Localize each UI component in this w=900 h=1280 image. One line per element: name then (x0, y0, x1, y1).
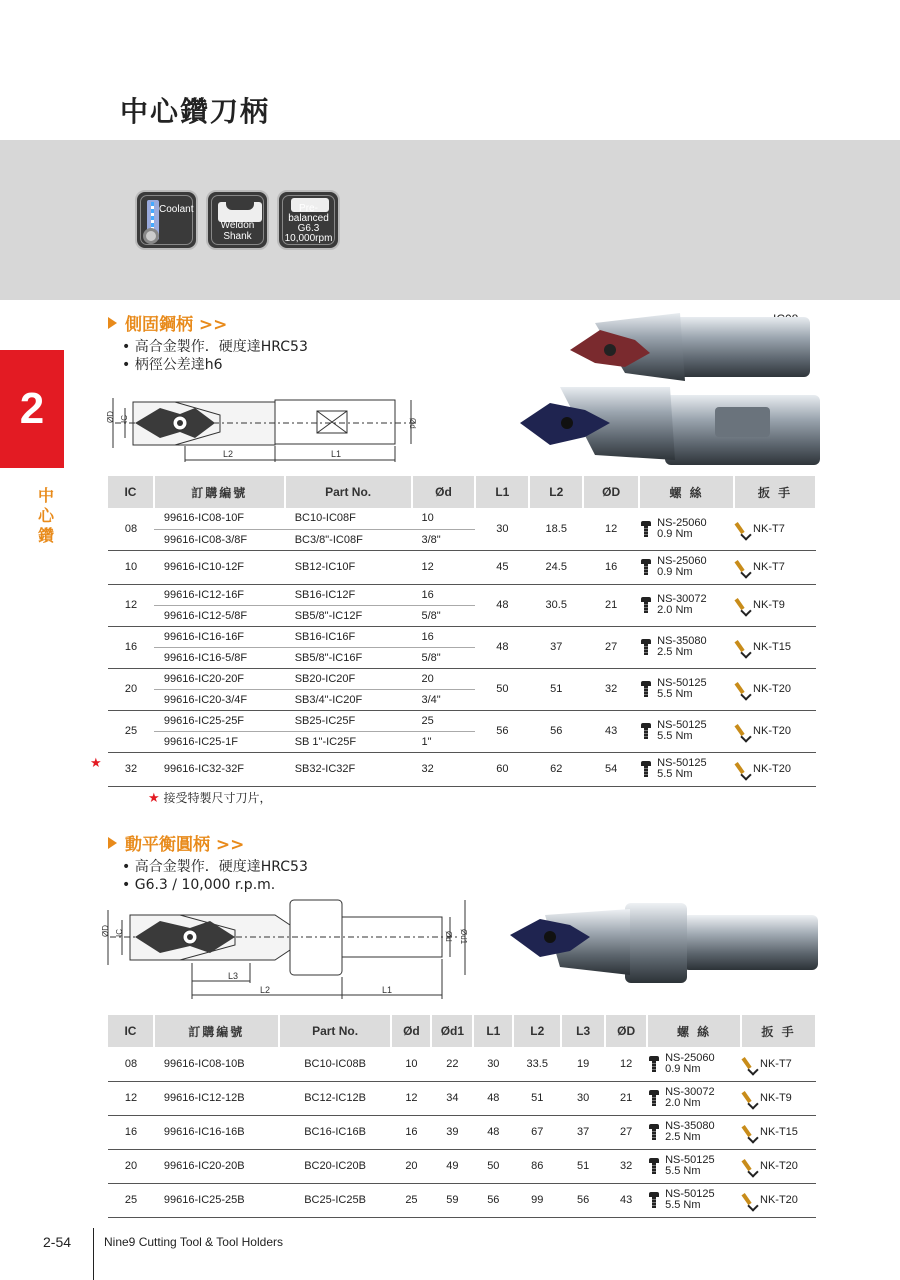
ic-cell: 20 (108, 668, 154, 710)
l2-cell: 18.5 (529, 508, 583, 550)
part-cell: SB5/8"-IC12F (285, 605, 412, 626)
d-cell: 12 (412, 550, 476, 584)
screw-icon (649, 1192, 659, 1208)
wrench-cell: NK-T7 (734, 550, 816, 584)
col-l2: L2 (529, 476, 583, 508)
part-cell: SB12-IC10F (285, 550, 412, 584)
part-cell: BC10-IC08B (279, 1047, 392, 1081)
od-cell: 12 (583, 508, 639, 550)
section1-heading: 側固鋼柄 >> (108, 310, 227, 335)
table-row (108, 1115, 816, 1149)
wrench-icon (736, 681, 750, 697)
wrench-cell: NK-T15 (734, 626, 816, 668)
l2-cell: 86 (513, 1149, 561, 1183)
col-wrench: 扳 手 (741, 1015, 816, 1047)
l1-cell: 30 (473, 1047, 513, 1081)
section2-heading: 動平衡圓柄 >> (108, 830, 244, 855)
table-row (108, 1149, 816, 1183)
l2-cell: 33.5 (513, 1047, 561, 1081)
l2-cell: 24.5 (529, 550, 583, 584)
screw-cell: NS-50125 5.5 Nm (647, 1183, 741, 1217)
wrench-cell: NK-T20 (741, 1183, 816, 1217)
l2-cell: 51 (513, 1081, 561, 1115)
wrench-icon (736, 723, 750, 739)
table-row (108, 550, 816, 584)
table-row (108, 584, 816, 605)
ic-cell: 25 (108, 710, 154, 752)
table-row (108, 668, 816, 689)
screw-cell: NS-25060 0.9 Nm (639, 508, 734, 550)
l2-cell: 51 (529, 668, 583, 710)
order-cell: 99616-IC25-25B (154, 1183, 279, 1217)
d-cell: 10 (391, 1047, 431, 1081)
od-cell: 21 (605, 1081, 647, 1115)
od-cell: 54 (583, 752, 639, 786)
section1-table (90, 476, 817, 787)
table-row (108, 1183, 816, 1217)
part-cell: BC25-IC25B (279, 1183, 392, 1217)
col-order: 訂購編號 (154, 1015, 279, 1047)
l2-cell: 56 (529, 710, 583, 752)
footer-divider (93, 1228, 94, 1280)
chapter-text: 中心鑽 (37, 486, 54, 545)
ic-cell: 12 (108, 1081, 154, 1115)
ic-cell: 12 (108, 584, 154, 626)
od-cell: 16 (583, 550, 639, 584)
ic-cell: 16 (108, 1115, 154, 1149)
diagram-od-label: ØD (106, 411, 115, 423)
wrench-icon (743, 1124, 757, 1140)
col-l3: L3 (561, 1015, 605, 1047)
wrench-cell: NK-T15 (741, 1115, 816, 1149)
screw-cell: NS-25060 0.9 Nm (639, 550, 734, 584)
screw-icon (649, 1090, 659, 1106)
screw-cell: NS-50125 5.5 Nm (639, 668, 734, 710)
part-cell: SB16-IC16F (285, 626, 412, 647)
order-cell: 99616-IC20-20F (154, 668, 285, 689)
footnote: ★ 接受特製尺寸刀片， (148, 791, 272, 806)
l3-cell: 30 (561, 1081, 605, 1115)
prebal-label: Pre-balanced G6.3 10,000rpm (284, 203, 333, 244)
part-cell: SB20-IC20F (285, 668, 412, 689)
l3-cell: 56 (561, 1183, 605, 1217)
section2-dimension-diagram (100, 895, 480, 1000)
od-cell: 27 (583, 626, 639, 668)
star-icon: ★ (90, 754, 102, 770)
l3-cell: 51 (561, 1149, 605, 1183)
screw-icon (641, 597, 651, 613)
d-cell: 3/8" (412, 529, 476, 550)
d1-cell: 39 (431, 1115, 473, 1149)
screw-icon (641, 521, 651, 537)
d1-cell: 59 (431, 1183, 473, 1217)
part-cell: SB5/8"-IC16F (285, 647, 412, 668)
table-row (108, 710, 816, 731)
diagram-od-label: ØD (101, 925, 110, 937)
arrow-icon (108, 837, 117, 849)
screw-cell: NS-35080 2.5 Nm (647, 1115, 741, 1149)
wrench-cell: NK-T20 (734, 668, 816, 710)
od-cell: 21 (583, 584, 639, 626)
part-cell: SB25-IC25F (285, 710, 412, 731)
table-header-row (108, 476, 816, 508)
order-cell: 99616-IC12-5/8F (154, 605, 285, 626)
d1-cell: 34 (431, 1081, 473, 1115)
part-cell: SB32-IC32F (285, 752, 412, 786)
wrench-cell: NK-T20 (734, 710, 816, 752)
table-row (108, 752, 816, 786)
l2-cell: 30.5 (529, 584, 583, 626)
diagram-d-label: Ød (408, 418, 417, 429)
order-cell: 99616-IC16-16F (154, 626, 285, 647)
wrench-icon (736, 761, 750, 777)
l2-cell: 37 (529, 626, 583, 668)
col-ic: IC (108, 1015, 154, 1047)
ic-cell: 20 (108, 1149, 154, 1183)
part-cell: BC20-IC20B (279, 1149, 392, 1183)
screw-icon (641, 761, 651, 777)
od-cell: 32 (605, 1149, 647, 1183)
col-od: ØD (605, 1015, 647, 1047)
table-header-row (108, 1015, 816, 1047)
l3-cell: 37 (561, 1115, 605, 1149)
col-part: Part No. (285, 476, 412, 508)
od-cell: 43 (583, 710, 639, 752)
wrench-icon (736, 521, 750, 537)
section1-bullets: • 高合金製作．硬度達HRC53 • 柄徑公差達h6 (122, 338, 308, 374)
od-cell: 43 (605, 1183, 647, 1217)
chapter-tab: 2 (0, 350, 64, 468)
d-cell: 20 (391, 1149, 431, 1183)
ic-cell: 25 (108, 1183, 154, 1217)
screw-cell: NS-30072 2.0 Nm (639, 584, 734, 626)
wrench-icon (736, 559, 750, 575)
wrench-icon (743, 1056, 757, 1072)
wrench-icon (743, 1192, 757, 1208)
wrench-cell: NK-T9 (741, 1081, 816, 1115)
l1-cell: 48 (473, 1115, 513, 1149)
col-l1: L1 (473, 1015, 513, 1047)
page-number: 2-54 (43, 1234, 72, 1250)
col-d: Ød (391, 1015, 431, 1047)
coolant-label: Coolant (159, 204, 194, 215)
wrench-icon (743, 1158, 757, 1174)
d-cell: 5/8" (412, 605, 476, 626)
section2-bullets: • 高合金製作．硬度達HRC53 • G6.3 / 10,000 r.p.m. (122, 858, 308, 894)
order-cell: 99616-IC32-32F (154, 752, 285, 786)
order-cell: 99616-IC10-12F (154, 550, 285, 584)
l1-cell: 50 (475, 668, 529, 710)
part-cell: BC16-IC16B (279, 1115, 392, 1149)
wrench-icon (736, 597, 750, 613)
l2-cell: 67 (513, 1115, 561, 1149)
d-cell: 25 (412, 710, 476, 731)
d-cell: 25 (391, 1183, 431, 1217)
l1-cell: 56 (475, 710, 529, 752)
page-title: 中心鑽刀柄 (120, 95, 271, 128)
order-cell: 99616-IC25-25F (154, 710, 285, 731)
screw-icon (641, 681, 651, 697)
wrench-cell: NK-T9 (734, 584, 816, 626)
diagram-ic-label: IC (115, 929, 124, 937)
order-cell: 99616-IC12-16F (154, 584, 285, 605)
product-photo-round-shank (505, 895, 825, 990)
screw-icon (641, 723, 651, 739)
d-cell: 12 (391, 1081, 431, 1115)
footer-text: Nine9 Cutting Tool & Tool Holders (104, 1235, 283, 1249)
feature-icons (135, 190, 340, 250)
screw-cell: NS-30072 2.0 Nm (647, 1081, 741, 1115)
order-cell: 99616-IC08-10F (154, 508, 285, 529)
od-cell: 12 (605, 1047, 647, 1081)
part-cell: SB 1"-IC25F (285, 731, 412, 752)
arrow-icon (108, 317, 117, 329)
screw-cell: NS-50125 5.5 Nm (639, 752, 734, 786)
diagram-l1-label: L1 (382, 985, 393, 995)
d-cell: 1" (412, 731, 476, 752)
screw-icon (649, 1056, 659, 1072)
part-cell: BC12-IC12B (279, 1081, 392, 1115)
od-cell: 27 (605, 1115, 647, 1149)
section2-table (108, 1015, 817, 1218)
l1-cell: 50 (473, 1149, 513, 1183)
l1-cell: 30 (475, 508, 529, 550)
l1-cell: 45 (475, 550, 529, 584)
col-d1: Ød1 (431, 1015, 473, 1047)
screw-icon (649, 1124, 659, 1140)
screw-cell: NS-25060 0.9 Nm (647, 1047, 741, 1081)
ic-cell: ★ 32 (108, 752, 154, 786)
l1-cell: 48 (475, 626, 529, 668)
order-cell: 99616-IC25-1F (154, 731, 285, 752)
diagram-ic-label: IC (120, 415, 129, 423)
order-cell: 99616-IC12-12B (154, 1081, 279, 1115)
star-icon: ★ (148, 791, 160, 806)
product-photo-side-lock (515, 305, 825, 470)
col-od: ØD (583, 476, 639, 508)
d-cell: 16 (412, 584, 476, 605)
col-screw: 螺 絲 (639, 476, 734, 508)
screw-icon (641, 559, 651, 575)
diagram-l1-label: L1 (331, 449, 342, 459)
d1-cell: 49 (431, 1149, 473, 1183)
screw-cell: NS-50125 5.5 Nm (639, 710, 734, 752)
diagram-l2-label: L2 (260, 985, 271, 995)
part-cell: SB16-IC12F (285, 584, 412, 605)
screw-icon (641, 639, 651, 655)
d-cell: 16 (391, 1115, 431, 1149)
order-cell: 99616-IC20-3/4F (154, 689, 285, 710)
part-cell: SB3/4"-IC20F (285, 689, 412, 710)
order-cell: 99616-IC16-5/8F (154, 647, 285, 668)
d-cell: 10 (412, 508, 476, 529)
d-cell: 5/8" (412, 647, 476, 668)
order-cell: 99616-IC20-20B (154, 1149, 279, 1183)
weldon-shank-icon (206, 190, 269, 250)
screw-icon (649, 1158, 659, 1174)
d1-cell: 22 (431, 1047, 473, 1081)
wrench-cell: NK-T7 (741, 1047, 816, 1081)
coolant-icon (135, 190, 198, 250)
diagram-d-label: Ød (444, 931, 453, 942)
ic-cell: 08 (108, 1047, 154, 1081)
d-cell: 20 (412, 668, 476, 689)
order-cell: 99616-IC16-16B (154, 1115, 279, 1149)
table-row (108, 508, 816, 529)
pre-balanced-icon (277, 190, 340, 250)
d-cell: 3/4" (412, 689, 476, 710)
wrench-cell: NK-T20 (734, 752, 816, 786)
l1-cell: 48 (475, 584, 529, 626)
wrench-icon (736, 639, 750, 655)
d-cell: 16 (412, 626, 476, 647)
wrench-cell: NK-T7 (734, 508, 816, 550)
col-ic: IC (108, 476, 154, 508)
col-d: Ød (412, 476, 476, 508)
diagram-l3-label: L3 (228, 971, 239, 981)
section1-dimension-diagram (105, 380, 425, 462)
l1-cell: 48 (473, 1081, 513, 1115)
od-cell: 32 (583, 668, 639, 710)
table-row (108, 1047, 816, 1081)
part-cell: BC10-IC08F (285, 508, 412, 529)
weldon-label: Weldon Shank (220, 220, 255, 242)
col-l2: L2 (513, 1015, 561, 1047)
part-cell: BC3/8"-IC08F (285, 529, 412, 550)
l1-cell: 60 (475, 752, 529, 786)
col-wrench: 扳 手 (734, 476, 816, 508)
table-row (108, 626, 816, 647)
wrench-cell: NK-T20 (741, 1149, 816, 1183)
l1-cell: 56 (473, 1183, 513, 1217)
ic-cell: 10 (108, 550, 154, 584)
screw-cell: NS-50125 5.5 Nm (647, 1149, 741, 1183)
l3-cell: 19 (561, 1047, 605, 1081)
col-screw: 螺 絲 (647, 1015, 741, 1047)
l2-cell: 99 (513, 1183, 561, 1217)
l2-cell: 62 (529, 752, 583, 786)
ic-cell: 08 (108, 508, 154, 550)
table-row (108, 1081, 816, 1115)
wrench-icon (743, 1090, 757, 1106)
diagram-l2-label: L2 (223, 449, 234, 459)
ic-cell: 16 (108, 626, 154, 668)
col-order: 訂購編號 (154, 476, 285, 508)
diagram-d1-label: Ød1 (459, 929, 468, 945)
d-cell: 32 (412, 752, 476, 786)
order-cell: 99616-IC08-10B (154, 1047, 279, 1081)
col-l1: L1 (475, 476, 529, 508)
screw-cell: NS-35080 2.5 Nm (639, 626, 734, 668)
order-cell: 99616-IC08-3/8F (154, 529, 285, 550)
col-part: Part No. (279, 1015, 392, 1047)
